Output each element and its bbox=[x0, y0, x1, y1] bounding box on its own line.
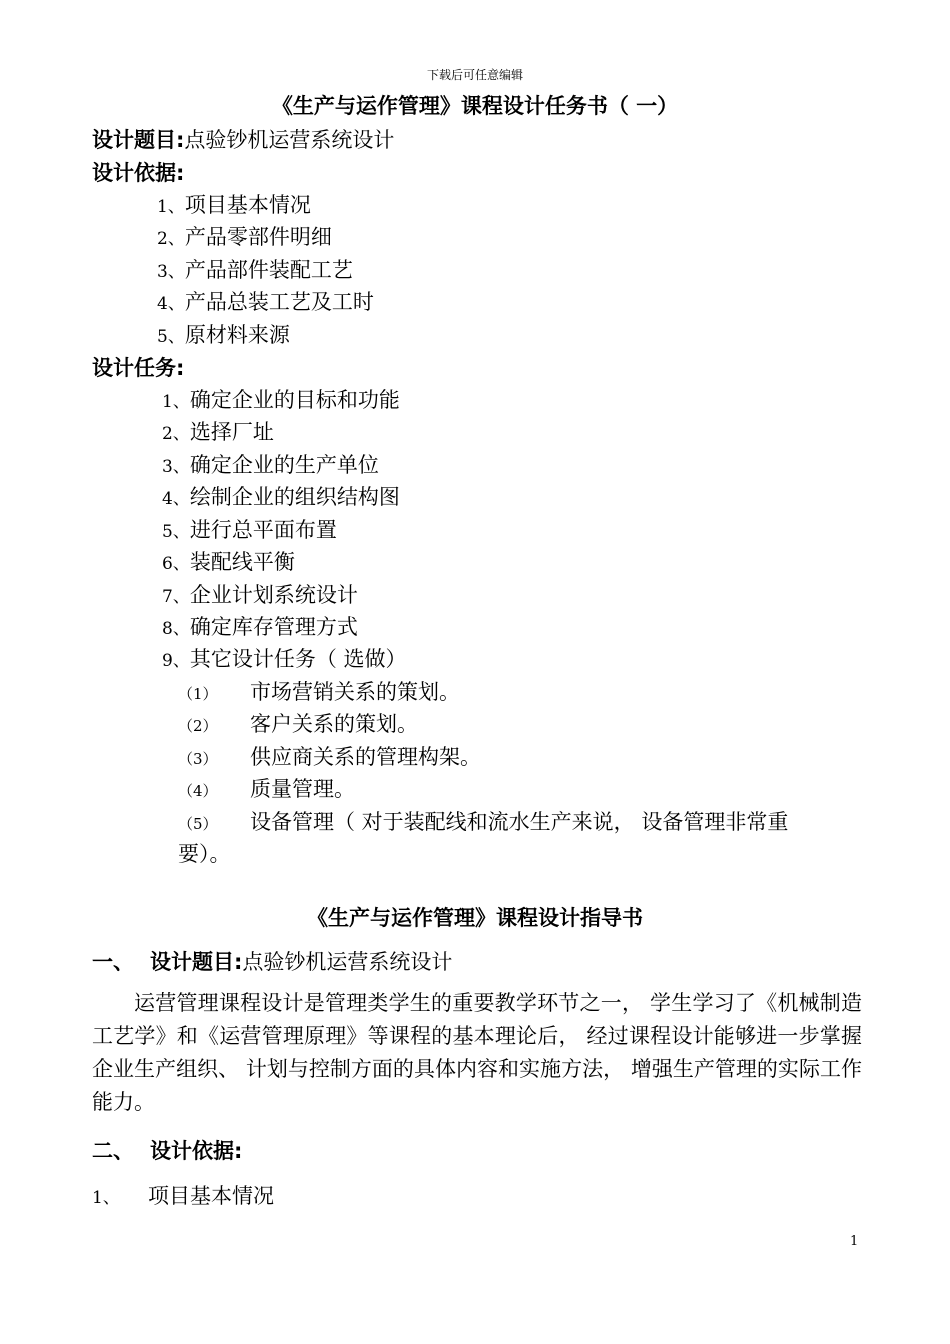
header-note: 下载后可任意编辑 bbox=[426, 68, 523, 82]
optional-item-num: （2） bbox=[178, 717, 218, 735]
basis-item-num: 3、 bbox=[157, 262, 185, 282]
task-item bbox=[162, 449, 379, 479]
optional-item bbox=[178, 773, 355, 803]
page-number: 1 bbox=[850, 1234, 859, 1249]
task-item-num: 4、 bbox=[162, 489, 190, 509]
task-item bbox=[162, 481, 400, 511]
guide-basis-item-num: 1、 bbox=[92, 1188, 120, 1208]
guide-section-1 bbox=[92, 946, 452, 976]
task-item-num: 2、 bbox=[162, 424, 190, 444]
basis-item-text: 原材料来源 bbox=[184, 323, 290, 347]
task-item bbox=[162, 514, 337, 544]
basis-item-text: 项目基本情况 bbox=[184, 193, 311, 217]
optional-item-continuation: 要）。 bbox=[178, 842, 231, 866]
optional-item-num: （3） bbox=[178, 750, 218, 768]
basis-item bbox=[157, 319, 290, 349]
guide-section-1-value: 点验钞机运营系统设计 bbox=[242, 950, 453, 974]
task-item-text: 确定企业的目标和功能 bbox=[189, 388, 400, 412]
task-item-text: 其它设计任务（ 选做） bbox=[189, 647, 407, 671]
basis-item-num: 1、 bbox=[157, 197, 185, 217]
guide-section-1-num: 一、 bbox=[92, 950, 134, 974]
task-item bbox=[162, 611, 358, 641]
task-item-num: 8、 bbox=[162, 619, 190, 639]
design-topic-value: 点验钞机运营系统设计 bbox=[184, 128, 395, 152]
task-item-num: 6、 bbox=[162, 554, 190, 574]
optional-item bbox=[178, 806, 788, 836]
task-item bbox=[162, 546, 295, 576]
basis-item bbox=[157, 254, 353, 284]
task-item-num: 3、 bbox=[162, 457, 190, 477]
design-topic-label: 设计题目: bbox=[92, 128, 185, 152]
task-item-text: 装配线平衡 bbox=[189, 550, 295, 574]
optional-item bbox=[178, 741, 481, 771]
basis-item-text: 产品零部件明细 bbox=[184, 225, 332, 249]
task-item-text: 选择厂址 bbox=[189, 420, 274, 444]
guide-book-title: 《生产与运作管理》课程设计指导书 bbox=[307, 906, 643, 930]
guide-section-2 bbox=[92, 1135, 242, 1165]
optional-item-text: 供应商关系的管理构架。 bbox=[250, 745, 481, 769]
task-item-num: 1、 bbox=[162, 392, 190, 412]
guide-basis-item bbox=[92, 1180, 274, 1210]
guide-intro-paragraph: 运营管理课程设计是管理类学生的重要教学环节之一， 学生学习了《机械制造工艺学》和《运营管理原理》等课程的基本理论后， 经过课程设计能够进一步掌握企业生产组织、 计划与控制方面的具体内容和实施方法， 增强生产管理的实际工作能力。 bbox=[92, 991, 862, 1114]
optional-item-text: 质量管理。 bbox=[250, 777, 355, 801]
optional-item-num: （1） bbox=[178, 685, 218, 703]
task-item bbox=[162, 384, 400, 414]
basis-item-num: 2、 bbox=[157, 229, 185, 249]
optional-item bbox=[178, 676, 460, 706]
task-item bbox=[162, 643, 407, 673]
basis-item bbox=[157, 221, 332, 251]
optional-item-text: 客户关系的策划。 bbox=[250, 712, 418, 736]
task-item-num: 5、 bbox=[162, 522, 190, 542]
guide-section-2-num: 二、 bbox=[92, 1139, 134, 1163]
optional-item-num: （4） bbox=[178, 782, 218, 800]
guide-section-2-label: 设计依据: bbox=[150, 1139, 243, 1163]
task-item-text: 确定库存管理方式 bbox=[189, 615, 358, 639]
task-item-text: 进行总平面布置 bbox=[189, 518, 337, 542]
design-topic bbox=[92, 124, 394, 154]
task-item bbox=[162, 579, 358, 609]
task-item-num: 9、 bbox=[162, 651, 190, 671]
task-item-num: 7、 bbox=[162, 587, 190, 607]
basis-item-num: 5、 bbox=[157, 327, 185, 347]
guide-basis-item-text: 项目基本情况 bbox=[148, 1184, 274, 1208]
design-tasks-label: 设计任务: bbox=[92, 356, 185, 380]
basis-item bbox=[157, 286, 374, 316]
task-item bbox=[162, 416, 274, 446]
optional-item-text: 市场营销关系的策划。 bbox=[250, 680, 460, 704]
basis-item-text: 产品部件装配工艺 bbox=[184, 258, 353, 282]
optional-item-text: 设备管理（ 对于装配线和流水生产来说， 设备管理非常重 bbox=[250, 810, 789, 834]
design-basis-label: 设计依据: bbox=[92, 161, 185, 185]
task-item-text: 确定企业的生产单位 bbox=[189, 453, 379, 477]
task-item-text: 企业计划系统设计 bbox=[189, 583, 358, 607]
task-item-text: 绘制企业的组织结构图 bbox=[189, 485, 400, 509]
basis-item-num: 4、 bbox=[157, 294, 185, 314]
guide-section-1-label: 设计题目: bbox=[150, 950, 243, 974]
task-book-title: 《生产与运作管理》课程设计任务书（ 一） bbox=[271, 94, 679, 118]
optional-item bbox=[178, 708, 418, 738]
optional-item-num: （5） bbox=[178, 815, 218, 833]
basis-item bbox=[157, 189, 311, 219]
basis-item-text: 产品总装工艺及工时 bbox=[184, 290, 374, 314]
